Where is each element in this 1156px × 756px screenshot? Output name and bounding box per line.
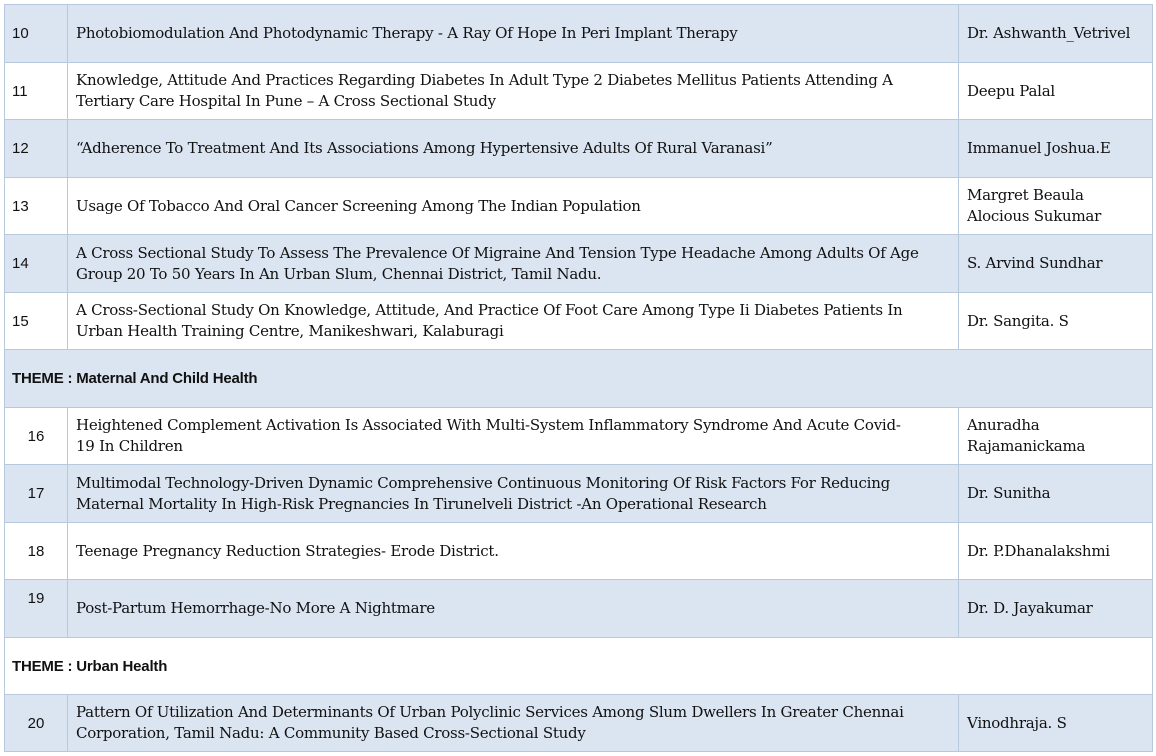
author-name: [959, 5, 1153, 63]
table-row: [5, 293, 1153, 350]
row-number: 18: [5, 523, 68, 580]
title-line: Corporation, Tamil Nadu: A Community Based Cross-Sectional Study: [76, 724, 586, 742]
author-name: [959, 293, 1153, 350]
row-number: 16: [5, 408, 68, 465]
author-name: [959, 465, 1153, 523]
row-number: 20: [5, 695, 68, 752]
title-line: Knowledge, Attitude And Practices Regarding Diabetes In Adult Type 2 Diabetes Mellitus Patients Attending A: [76, 71, 893, 89]
author-line: S. Arvind Sundhar: [967, 254, 1103, 272]
table-row: [5, 408, 1153, 465]
paper-title: [68, 523, 959, 580]
title-line: Photobiomodulation And Photodynamic Therapy - A Ray Of Hope In Peri Implant Therapy: [76, 24, 738, 42]
row-number: 17: [5, 465, 68, 523]
title-line: Teenage Pregnancy Reduction Strategies- Erode District.: [76, 541, 499, 560]
author-line: Immanuel Joshua.E: [967, 139, 1111, 157]
author-name: [959, 523, 1153, 580]
paper-title: [68, 235, 959, 293]
title-line: Usage Of Tobacco And Oral Cancer Screening Among The Indian Population: [76, 196, 641, 215]
table-row: [5, 178, 1153, 235]
author-name: [959, 235, 1153, 293]
table-row: [5, 580, 1153, 638]
author-line: Rajamanickama: [967, 437, 1086, 455]
title-line: “Adherence To Treatment And Its Associations Among Hypertensive Adults Of Rural Varanasi”: [76, 139, 773, 157]
paper-title: [68, 293, 959, 350]
paper-title: [68, 63, 959, 120]
paper-title: [68, 580, 959, 638]
theme-row: [5, 350, 1153, 408]
title-line: A Cross-Sectional Study On Knowledge, Attitude, And Practice Of Foot Care Among Type Ii Diabetes Patients In: [76, 301, 903, 319]
table-row: [5, 695, 1153, 752]
table-row: [5, 5, 1153, 63]
row-number: 15: [5, 293, 68, 350]
title-line: Multimodal Technology-Driven Dynamic Comprehensive Continuous Monitoring Of Risk Factors For Reducing: [76, 473, 890, 492]
paper-title: [68, 120, 959, 178]
author-line: Dr. Sangita. S: [967, 311, 1069, 330]
paper-title: [68, 408, 959, 465]
title-line: Tertiary Care Hospital In Pune – A Cross Sectional Study: [76, 92, 496, 110]
paper-title: [68, 465, 959, 523]
author-line: Dr. P.Dhanalakshmi: [967, 541, 1110, 560]
author-line: Anuradha: [967, 416, 1040, 434]
author-name: [959, 63, 1153, 120]
theme-heading: THEME : Maternal And Child Health: [5, 350, 1153, 408]
title-line: A Cross Sectional Study To Assess The Prevalence Of Migraine And Tension Type Headache Among Adults Of Age: [76, 243, 919, 262]
row-number: 11: [5, 63, 68, 120]
row-number: [5, 580, 68, 638]
author-name: [959, 695, 1153, 752]
theme-row: [5, 638, 1153, 695]
author-name: [959, 178, 1153, 235]
author-line: Alocious Sukumar: [967, 207, 1102, 225]
table-row: [5, 465, 1153, 523]
title-line: 19 In Children: [76, 437, 183, 455]
papers-table: [4, 4, 1153, 752]
row-number: 10: [5, 5, 68, 63]
author-line: Dr. Ashwanth_Vetrivel: [967, 24, 1131, 42]
title-line: Group 20 To 50 Years In An Urban Slum, Chennai District, Tamil Nadu.: [76, 264, 602, 283]
table-row: [5, 235, 1153, 293]
title-line: Post-Partum Hemorrhage-No More A Nightmare: [76, 599, 435, 617]
title-line: Maternal Mortality In High-Risk Pregnancies In Tirunelveli District -An Operational Research: [76, 494, 767, 513]
row-number-text: 19: [27, 590, 45, 607]
table-row: [5, 523, 1153, 580]
author-line: Margret Beaula: [967, 186, 1084, 204]
author-name: [959, 120, 1153, 178]
row-number: 14: [5, 235, 68, 293]
paper-title: [68, 178, 959, 235]
row-number: 13: [5, 178, 68, 235]
author-name: [959, 408, 1153, 465]
author-line: Vinodhraja. S: [967, 713, 1067, 732]
author-line: Dr. Sunitha: [967, 484, 1051, 502]
author-line: Dr. D. Jayakumar: [967, 599, 1093, 617]
paper-title: [68, 695, 959, 752]
table-row: [5, 63, 1153, 120]
title-line: Heightened Complement Activation Is Associated With Multi-System Inflammatory Syndrome And Acute Covid-: [76, 416, 901, 434]
paper-title: [68, 5, 959, 63]
author-name: [959, 580, 1153, 638]
table-row: [5, 120, 1153, 178]
title-line: Urban Health Training Centre, Manikeshwari, Kalaburagi: [76, 322, 504, 340]
title-line: Pattern Of Utilization And Determinants Of Urban Polyclinic Services Among Slum Dwellers In Greater Chennai: [76, 703, 904, 721]
theme-heading: THEME : Urban Health: [5, 638, 1153, 695]
author-line: Deepu Palal: [967, 81, 1055, 100]
row-number: 12: [5, 120, 68, 178]
